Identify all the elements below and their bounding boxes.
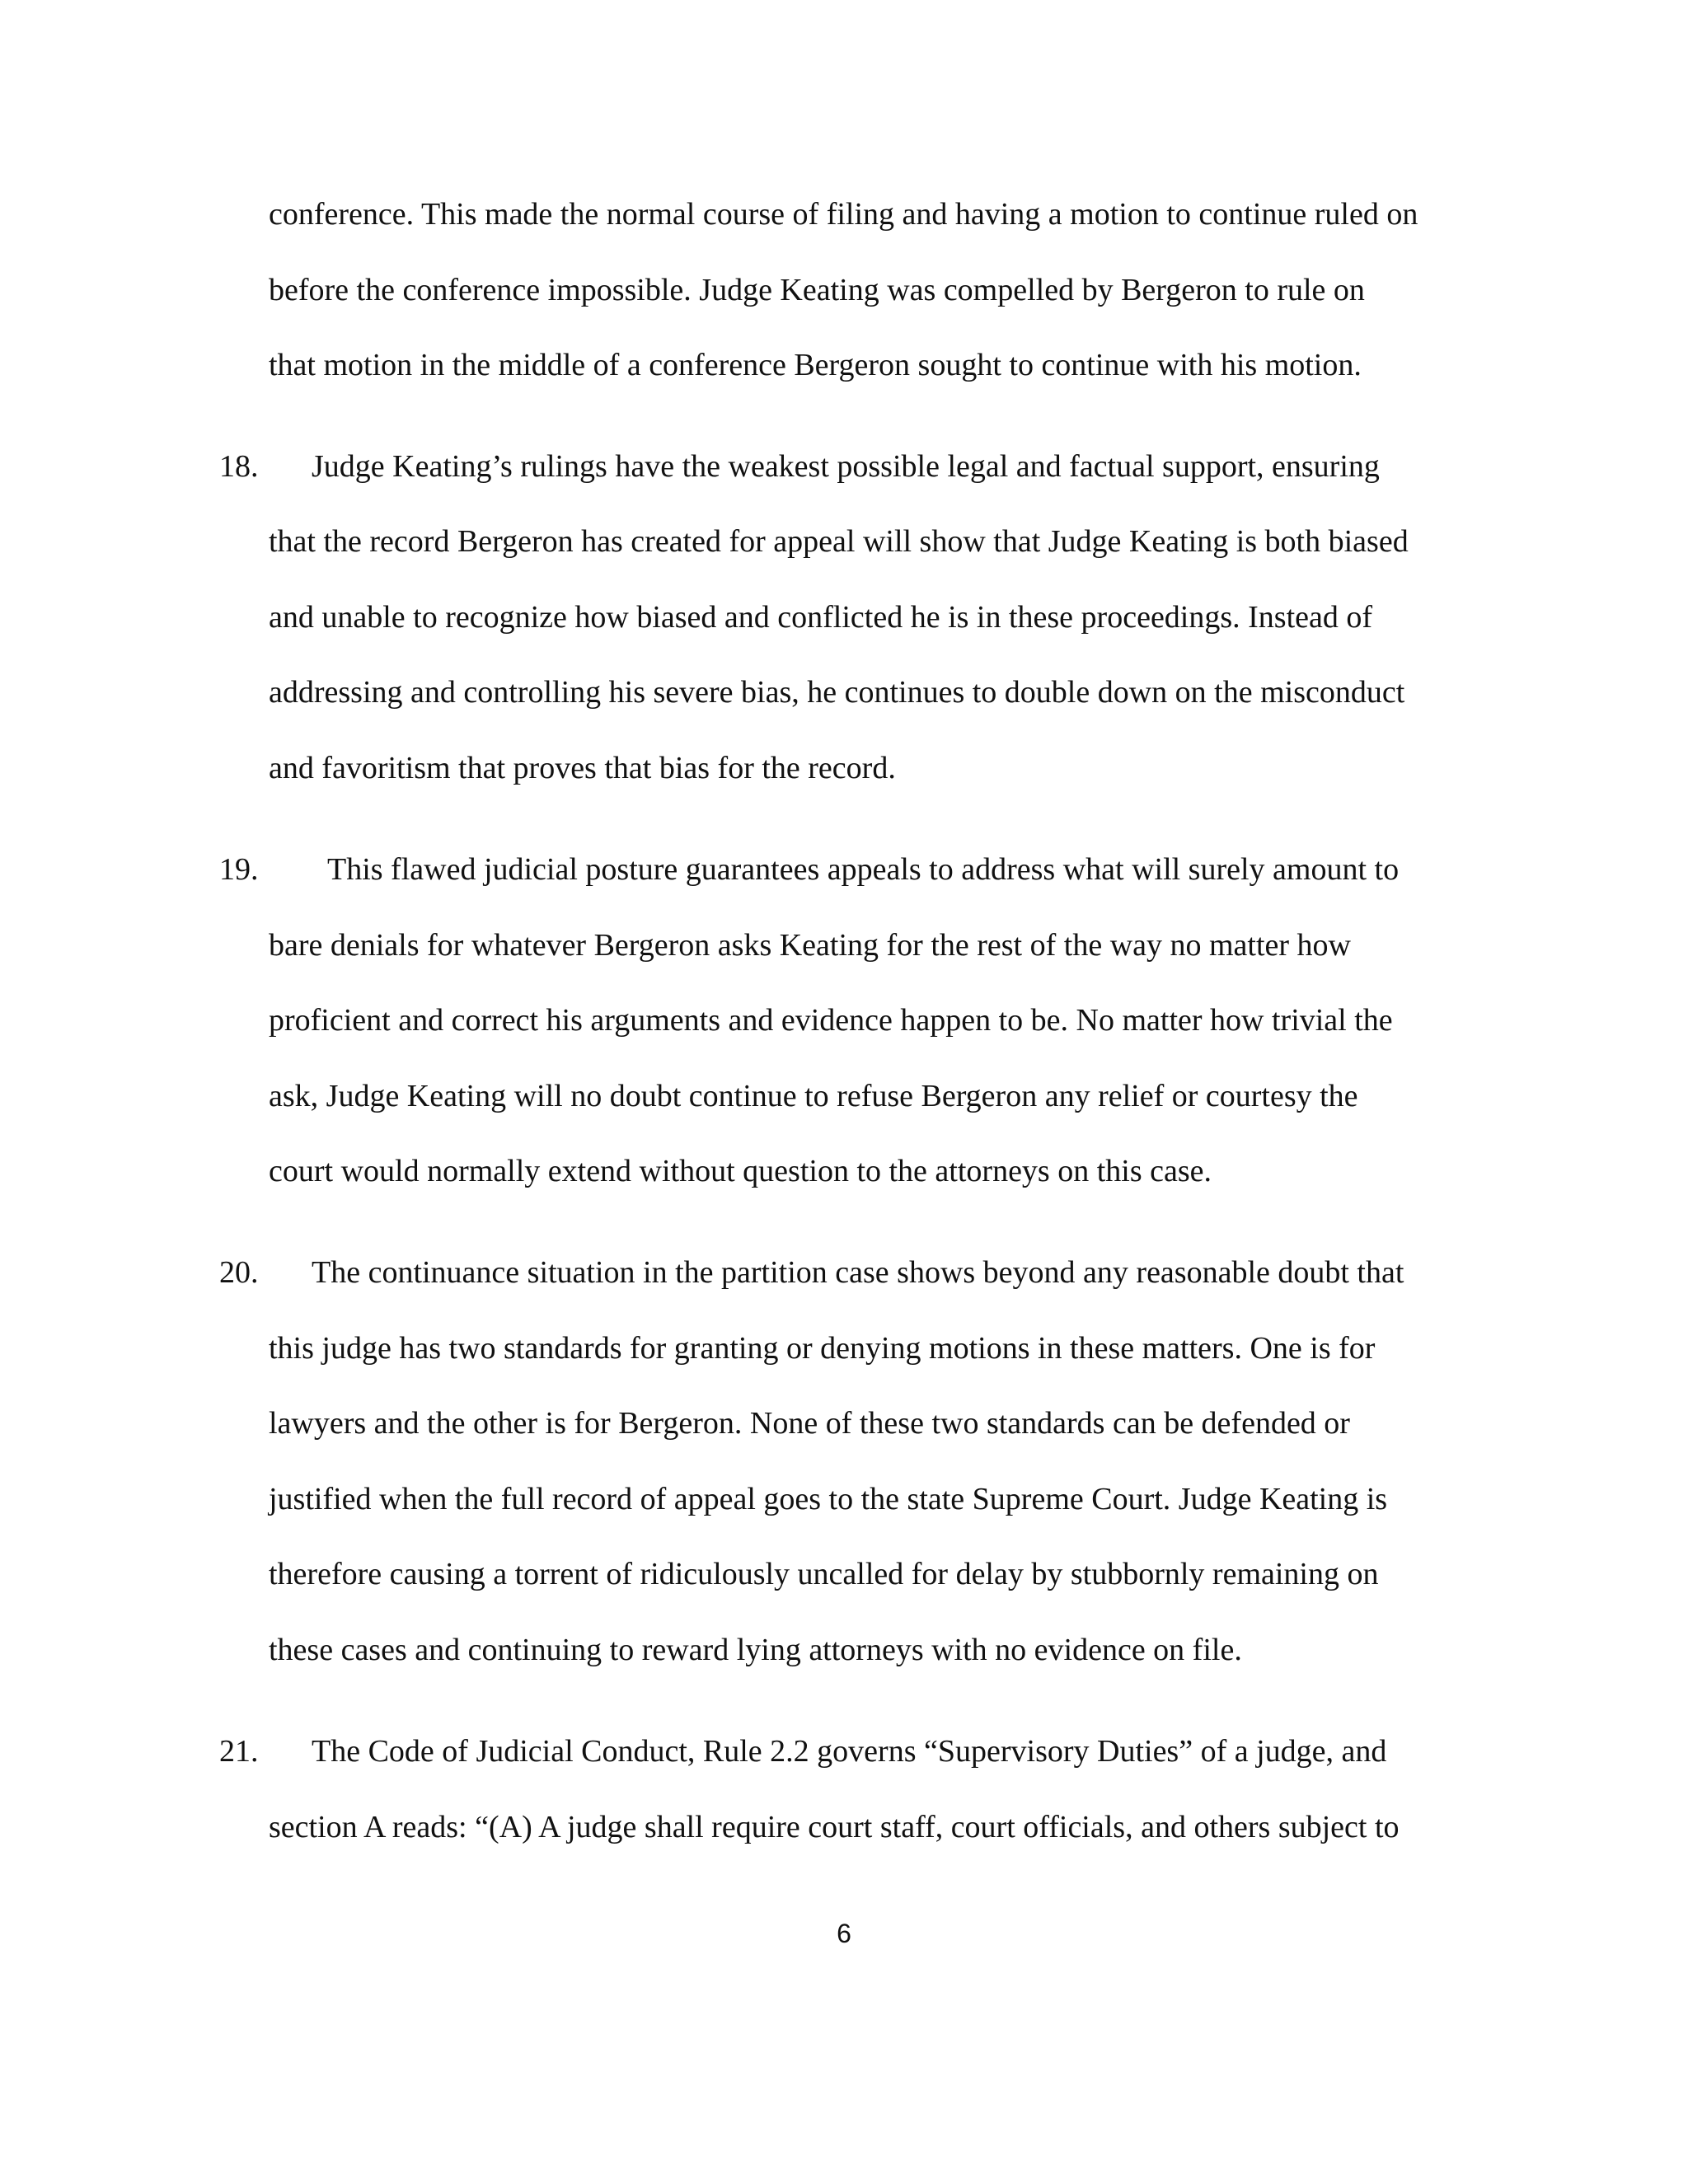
paragraph-line: justified when the full record of appeal goes to the state Supreme Court. Judge Keating is [269,1482,1388,1516]
paragraph-line: ask, Judge Keating will no doubt continue to refuse Bergeron any relief or courtesy the [269,1079,1358,1113]
paragraph-line: these cases and continuing to reward lying attorneys with no evidence on file. [269,1633,1242,1667]
paragraph-line: and unable to recognize how biased and conflicted he is in these proceedings. Instead of [269,600,1373,635]
paragraph-line: before the conference impossible. Judge Keating was compelled by Bergeron to rule on [269,273,1365,307]
paragraph-line: court would normally extend without question to the attorneys on this case. [269,1154,1212,1188]
paragraph-line: conference. This made the normal course of filing and having a motion to continue ruled on [269,197,1418,232]
paragraph-line: bare denials for whatever Bergeron asks Keating for the rest of the way no matter how [269,928,1352,963]
paragraph-line: The Code of Judicial Conduct, Rule 2.2 governs “Supervisory Duties” of a judge, and [312,1734,1387,1769]
paragraph-line: therefore causing a torrent of ridiculously uncalled for delay by stubbornly remaining on [269,1557,1379,1591]
paragraph-line: section A reads: “(A) A judge shall require court staff, court officials, and others subject to [269,1810,1400,1844]
paragraph-line: that motion in the middle of a conference Bergeron sought to continue with his motion. [269,348,1362,382]
paragraph-line: proficient and correct his arguments and evidence happen to be. No matter how trivial the [269,1003,1393,1038]
paragraph-number: 21. [219,1734,259,1769]
paragraph-number: 20. [219,1255,259,1290]
paragraph-line: This flawed judicial posture guarantees appeals to address what will surely amount to [327,852,1400,887]
paragraph-line: Judge Keating’s rulings have the weakest possible legal and factual support, ensuring [312,449,1380,484]
paragraph-line: and favoritism that proves that bias for the record. [269,751,896,785]
paragraph-line: lawyers and the other is for Bergeron. None of these two standards can be defended or [269,1406,1350,1441]
paragraph-number: 18. [219,449,259,484]
paragraph-line: that the record Bergeron has created for appeal will show that Judge Keating is both biased [269,524,1409,559]
paragraph-number: 19. [219,852,259,887]
page-number: 6 [837,1919,851,1948]
paragraph-line: this judge has two standards for granting or denying motions in these matters. One is for [269,1331,1376,1366]
paragraph-line: The continuance situation in the partition case shows beyond any reasonable doubt that [312,1255,1404,1290]
paragraph-line: addressing and controlling his severe bias, he continues to double down on the misconduct [269,675,1405,710]
